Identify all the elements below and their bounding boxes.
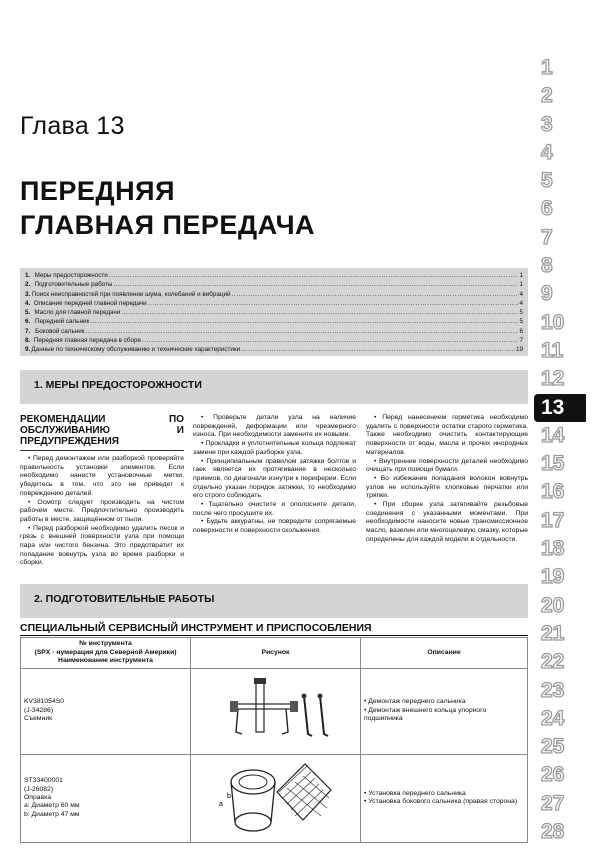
paragraph: • Проверьте детали узла на наличие повреждений, деформации или чрезмерного износа. При необходимости замените их новыми. [193, 414, 356, 439]
header-tool-number [21, 638, 191, 669]
chapter-tab-16[interactable]: 16 [541, 480, 565, 504]
chapter-tab-20[interactable]: 20 [541, 593, 565, 617]
page-title [20, 174, 315, 242]
toc-label: Описание передней главной передачи [33, 299, 147, 307]
tool-name: Съемник [24, 715, 53, 723]
section-1-heading: 1. МЕРЫ ПРЕДОСТОРОЖНОСТИ [20, 370, 528, 404]
tool-id-cell [21, 754, 191, 842]
toc-page: 4 [519, 290, 523, 298]
toc-leader [142, 336, 519, 345]
paragraph: • Перед нанесением герметика необходимо удалить с поверхности остатки старого герметика. Также необходимо очистить контактирующие поверхности от воды, масла и прочих инородных материалов. [366, 414, 528, 456]
chapter-tab-10[interactable]: 10 [541, 310, 565, 334]
toc-page: 19 [515, 346, 523, 354]
toc-page: 1 [519, 272, 523, 279]
tool-description-cell [361, 754, 528, 842]
header-line: Наименование инструмента [58, 657, 153, 664]
chapter-tab-21[interactable]: 21 [541, 621, 565, 645]
chapter-tab-23[interactable]: 23 [541, 678, 565, 702]
chapter-tab-11[interactable]: 11 [541, 338, 564, 362]
toc-row[interactable] [25, 299, 523, 308]
chapter-tab-15[interactable]: 15 [541, 452, 565, 476]
chapter-tab-6[interactable]: 6 [541, 197, 553, 221]
tool-diameter-a: a: Диаметр 60 мм [24, 802, 80, 810]
drift-illustration [211, 758, 341, 836]
paragraph: • Перед разборкой необходимо удалить песок и грязь с внешней поверхности узла при помощи пара или чистого бензина. Это предотвратит их попадание вовнутрь узла во время разборки и сборки. [20, 524, 184, 567]
toc-number: 4. [25, 299, 31, 307]
chapter-tab-26[interactable]: 26 [541, 763, 565, 787]
toc-page: 1 [519, 281, 523, 289]
toc-label: Масло для главной передачи [34, 309, 121, 317]
chapter-tab-5[interactable]: 5 [541, 169, 553, 193]
header-figure: Рисунок [191, 638, 361, 669]
chapter-tab-17[interactable]: 17 [541, 508, 565, 532]
toc-label: Подготовительные работы [34, 281, 113, 289]
toc-label: Меры предосторожности [34, 272, 108, 279]
toc-row[interactable] [25, 327, 523, 336]
paragraph: • При сборке узла затягивайте резьбовые соединения с указанными моментами. При необходимости наносите новые трансмиссионное масло, вазелин или многоцелевую смазку, которые определены для каждой модели в отдельности. [366, 501, 528, 543]
table-row [21, 668, 528, 754]
toc-leader [90, 317, 518, 326]
header-line: (SPX - нумерация для Северной Америки) [34, 648, 177, 656]
toc-label: Передняя главная передача в сборе [33, 337, 141, 345]
chapter-tab-2[interactable]: 2 [541, 84, 553, 108]
toc-number: 9. [25, 346, 31, 354]
chapter-tab-18[interactable]: 18 [541, 537, 565, 561]
tool-name: Оправка [24, 794, 52, 801]
toc-page: 7 [519, 337, 523, 345]
tool-spx: (J-26082) [24, 785, 54, 793]
toc-page: 4 [519, 299, 523, 307]
tool-number: KV381054S0 [24, 698, 65, 706]
description-item: • Установка переднего сальника [364, 790, 524, 798]
column-2 [193, 414, 356, 536]
chapter-tab-25[interactable]: 25 [541, 735, 565, 759]
toc-leader [121, 308, 518, 317]
dim-label-b: b [226, 792, 231, 800]
toc-leader [232, 290, 519, 299]
chapter-tab-27[interactable]: 27 [541, 791, 565, 815]
chapter-tab-14[interactable]: 14 [541, 423, 565, 447]
puller-illustration [216, 674, 336, 744]
description-item: • Установка бокового сальника (правая сторона) [364, 798, 524, 806]
description-item: • Демонтаж переднего сальника [364, 698, 524, 706]
toc-label: Боковой сальник [35, 327, 85, 335]
tool-diameter-b: b: Диаметр 47 мм [24, 810, 80, 818]
tool-spx: (J-34286) [24, 706, 54, 714]
paragraph: • Будьте аккуратны, не повредите сопрягаемые поверхности и поверхности скольжения. [193, 518, 356, 535]
tool-id-cell [21, 668, 191, 754]
toc-number: 3. [25, 290, 31, 298]
paragraph: • Тщательно очистите и ополосните детали, после чего просушите их. [193, 501, 356, 517]
toc-leader [113, 280, 518, 289]
title-line-1: ПЕРЕДНЯЯ [20, 176, 175, 206]
toc-label: Поиск неисправностей при появлении шума, колебаний и вибраций [31, 290, 231, 298]
chapter-tab-9[interactable]: 9 [541, 282, 553, 306]
paragraph: • Перед демонтажем или разборкой проверяйте правильность установки элементов. Если необходимо нанести установочные метки, убедитесь в том, что это не приведет к повреждению деталей. [20, 455, 184, 497]
recommendations-heading: РЕКОМЕНДАЦИИ ПО ОБСЛУЖИВАНИЮ И ПРЕДУПРЕЖДЕНИЯ [20, 414, 184, 447]
toc-row[interactable] [25, 290, 523, 299]
toc-row[interactable] [25, 345, 523, 354]
tool-description-cell [361, 668, 528, 754]
header-line: № инструмента [79, 640, 132, 647]
toc-row[interactable] [25, 271, 523, 280]
chapter-tab-22[interactable]: 22 [541, 650, 565, 674]
tool-figure-cell [191, 668, 361, 754]
tools-table [20, 637, 528, 843]
section-2-heading: 2. ПОДГОТОВИТЕЛЬНЫЕ РАБОТЫ [20, 584, 528, 618]
toc-number: 7. [25, 327, 31, 335]
toc-leader [148, 299, 519, 308]
chapter-label: Глава 13 [20, 112, 125, 140]
toc-row[interactable] [25, 317, 523, 326]
paragraph: • Принципиальным правилом затяжки болтов и гаек является их протягивание в несколько приемов, по диагонали изнутри к периферии. Если отдельно указан порядок затяжки, то необходимо его строго соблюдать. [193, 457, 356, 500]
toc-leader [86, 327, 519, 336]
chapter-tab-12[interactable]: 12 [541, 367, 565, 391]
header-description: Описание [361, 638, 528, 669]
chapter-tab-4[interactable]: 4 [541, 140, 553, 164]
column-1 [20, 414, 184, 568]
toc-number: 5. [25, 309, 31, 317]
toc-row[interactable] [25, 308, 523, 317]
toc-label: Данные по техническому обслуживанию и технические характеристики [31, 346, 241, 354]
toc-number: 1. [25, 272, 31, 279]
chapter-tab-28[interactable]: 28 [541, 820, 565, 844]
table-row [21, 754, 528, 842]
chapter-tab-19[interactable]: 19 [541, 565, 565, 589]
toc-page: 6 [519, 327, 523, 335]
toc-label: Передний сальник [35, 318, 90, 326]
table-header-row [21, 638, 528, 669]
chapter-tab-13[interactable]: 13 [534, 394, 586, 422]
chapter-tabs [538, 54, 574, 846]
tools-heading: СПЕЦИАЛЬНЫЙ СЕРВИСНЫЙ ИНСТРУМЕНТ И ПРИСПОСОБЛЕНИЯ [20, 622, 372, 634]
toc-number: 6. [25, 318, 31, 326]
toc-number: 2. [25, 281, 31, 289]
toc-leader [109, 271, 519, 280]
paragraph: • Во избежание попадания волокон вовнутрь узлов не используйте хлопковые перчатки или тряпки. [366, 474, 528, 500]
paragraph: • Внутренние поверхности деталей необходимо очищать при помощи бумаги. [366, 457, 528, 474]
column-3 [366, 414, 528, 545]
toc-page: 5 [519, 309, 523, 317]
toc-page: 5 [519, 318, 523, 326]
toc-row[interactable] [25, 336, 523, 345]
table-of-contents [20, 268, 528, 356]
tool-number: ST33400001 [24, 777, 63, 785]
toc-row[interactable] [25, 280, 523, 289]
paragraph: • Осмотр следует производить на чистом рабочем месте. Предпочтительно производить работы в месте, защищённом от пыли. [20, 498, 184, 523]
title-line-2: ГЛАВНАЯ ПЕРЕДАЧА [20, 210, 316, 240]
description-item: • Демонтаж внешнего кольца упорного подшипника [364, 707, 524, 724]
chapter-tab-24[interactable]: 24 [541, 706, 565, 730]
toc-number: 8. [25, 337, 31, 345]
tool-figure-cell [191, 754, 361, 842]
chapter-tab-7[interactable]: 7 [541, 225, 553, 249]
toc-leader [241, 345, 515, 354]
chapter-tab-3[interactable]: 3 [541, 112, 553, 136]
dim-label-a: a [218, 800, 223, 808]
chapter-tab-1[interactable]: 1 [541, 56, 553, 79]
chapter-tab-8[interactable]: 8 [541, 254, 553, 278]
paragraph: • Прокладки и уплотнительные кольца подлежат замене при каждой разборке узла. [193, 440, 356, 456]
